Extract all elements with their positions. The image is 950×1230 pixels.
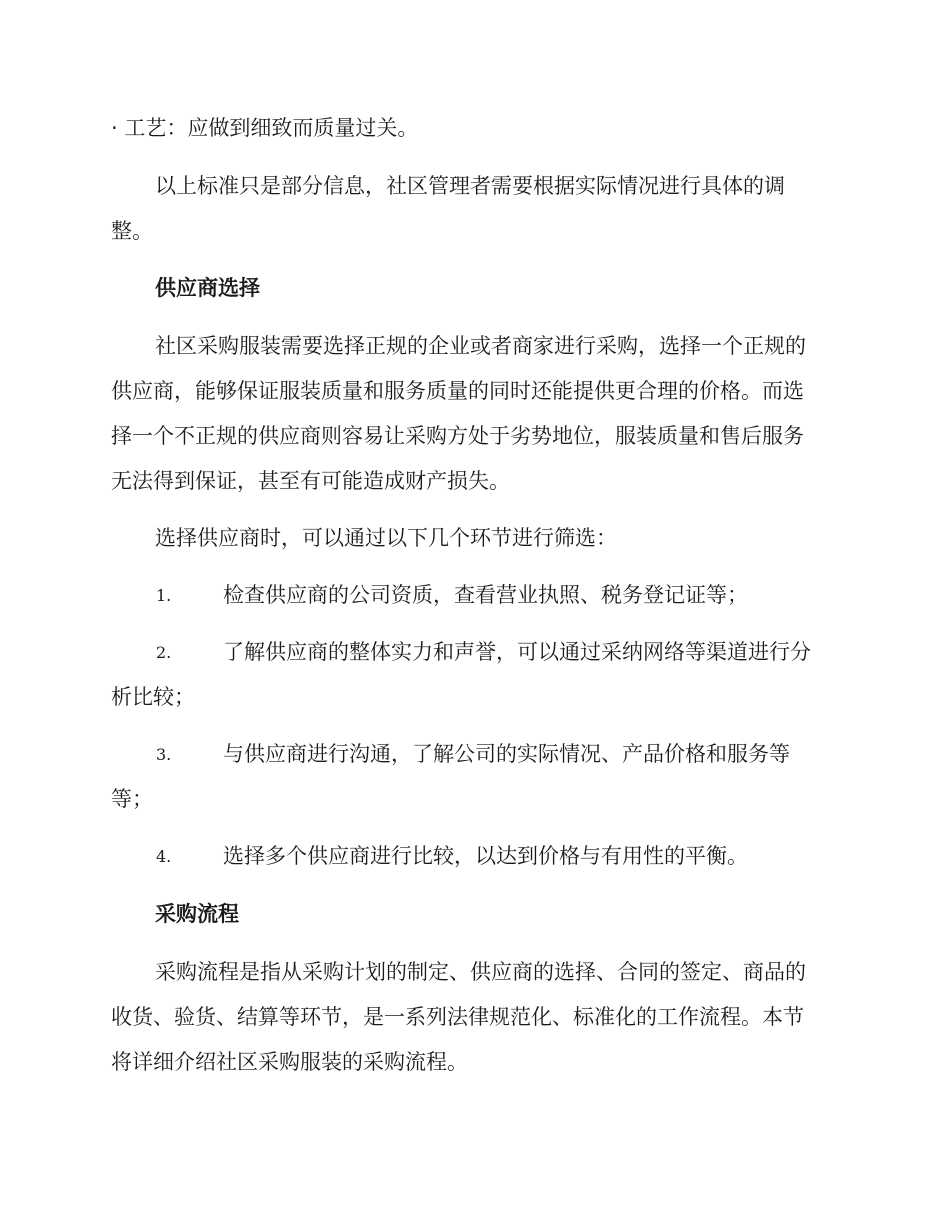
list-item-number: 4. bbox=[156, 847, 172, 866]
supplier-intro-line-1: 社区采购服装需要选择正规的企业或者商家进行采购，选择一个正规的 bbox=[155, 334, 806, 358]
list-item-number: 1. bbox=[156, 586, 172, 605]
supplier-filter-text: 选择供应商时，可以通过以下几个环节进行筛选： bbox=[155, 526, 617, 550]
list-item-text-continued: 等； bbox=[111, 787, 153, 811]
list-item-text-continued: 析比较； bbox=[111, 685, 195, 709]
process-line-1: 采购流程是指从采购计划的制定、供应商的选择、合同的签定、商品的 bbox=[155, 960, 806, 984]
supplier-intro-line-2: 供应商，能够保证服装质量和服务质量的同时还能提供更合理的价格。而选 bbox=[111, 379, 804, 403]
list-item-number: 3. bbox=[156, 745, 172, 764]
note-line-2: 整。 bbox=[111, 219, 153, 243]
craft-bullet-text: · 工艺：应做到细致而质量过关。 bbox=[111, 116, 419, 140]
supplier-intro-line-3: 择一个不正规的供应商则容易让采购方处于劣势地位，服装质量和售后服务 bbox=[111, 424, 804, 448]
list-item-text: 与供应商进行沟通，了解公司的实际情况、产品价格和服务等 bbox=[223, 742, 790, 766]
supplier-intro-line-4: 无法得到保证，甚至有可能造成财产损失。 bbox=[111, 469, 510, 493]
heading-supplier: 供应商选择 bbox=[155, 276, 260, 300]
process-line-2: 收货、验货、结算等环节，是一系列法律规范化、标准化的工作流程。本节 bbox=[111, 1005, 804, 1029]
list-item-text: 了解供应商的整体实力和声誉，可以通过采纳网络等渠道进行分 bbox=[223, 640, 811, 664]
list-item-number: 2. bbox=[156, 643, 172, 662]
note-line-1: 以上标准只是部分信息，社区管理者需要根据实际情况进行具体的调 bbox=[155, 174, 785, 198]
list-item-text: 选择多个供应商进行比较，以达到价格与有用性的平衡。 bbox=[223, 844, 748, 868]
heading-process: 采购流程 bbox=[155, 902, 239, 926]
list-item-text: 检查供应商的公司资质，查看营业执照、税务登记证等； bbox=[223, 583, 748, 607]
process-line-3: 将详细介绍社区采购服装的采购流程。 bbox=[111, 1050, 468, 1074]
